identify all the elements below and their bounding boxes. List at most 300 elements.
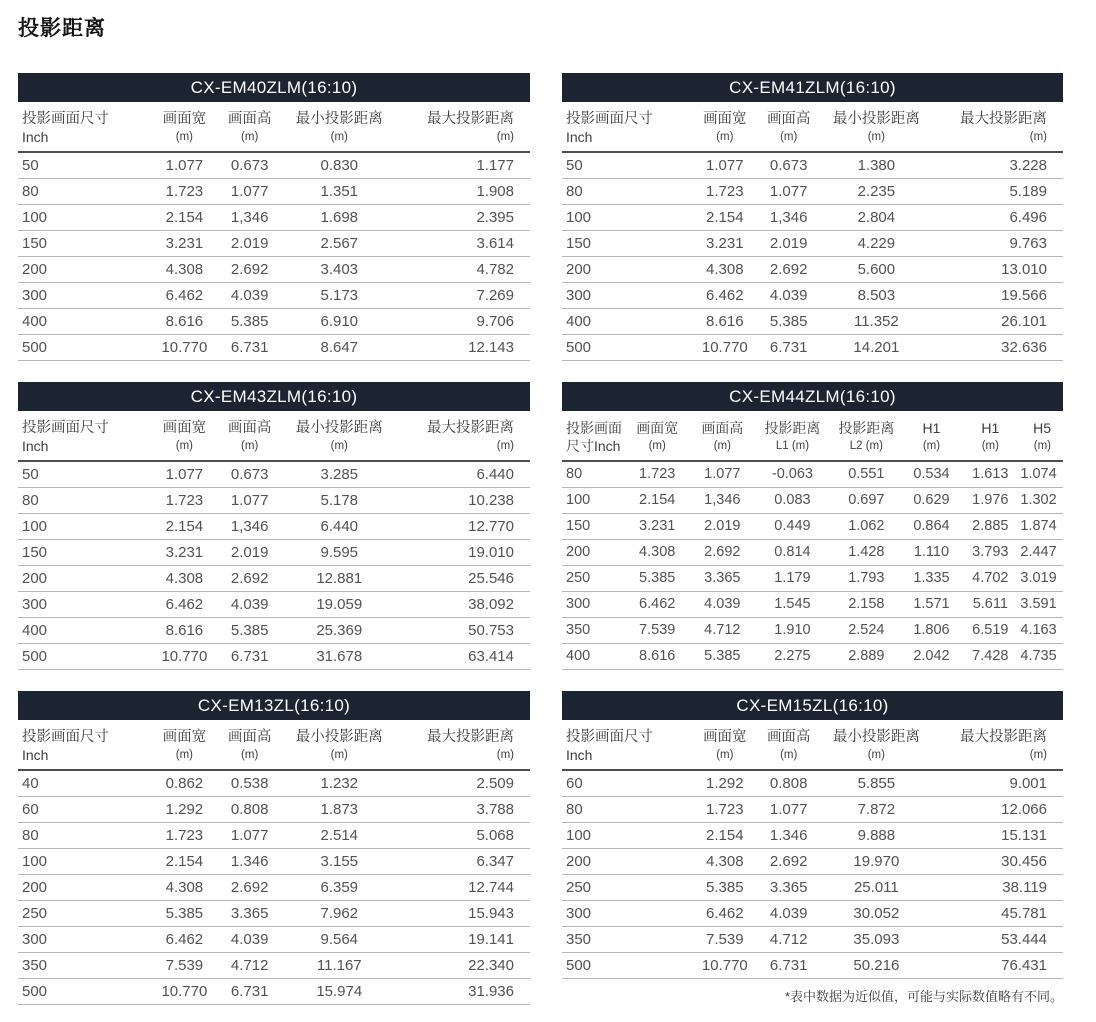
size-cell: 350 <box>18 953 154 979</box>
value-cell: 12.066 <box>930 797 1063 823</box>
column-label: 最大投影距离 <box>427 729 514 745</box>
model-title: CX-EM43ZLM(16:10) <box>190 386 358 406</box>
column-unit: (m) <box>175 440 194 452</box>
column-label: 最小投影距离 <box>832 729 920 745</box>
table-row <box>562 901 1063 927</box>
projection-distance-table <box>18 104 530 361</box>
column-label: 投影画面尺寸 <box>22 111 109 127</box>
table-row <box>18 770 530 797</box>
value-cell: 6.731 <box>755 335 823 361</box>
value-cell: 4.308 <box>695 849 755 875</box>
value-cell: 1.062 <box>830 514 903 540</box>
table-row <box>18 566 530 592</box>
value-cell: 12.881 <box>284 566 394 592</box>
value-cell: 3.614 <box>394 231 530 257</box>
table-row <box>18 488 530 514</box>
table-row <box>562 335 1063 361</box>
value-cell: 0.551 <box>830 461 903 488</box>
column-header <box>690 413 755 461</box>
table-row <box>18 540 530 566</box>
value-cell: 4.712 <box>215 953 284 979</box>
size-cell: 60 <box>562 770 695 797</box>
value-cell: 1.179 <box>755 566 830 592</box>
size-cell: 50 <box>562 152 695 179</box>
size-cell: 200 <box>562 257 695 283</box>
projection-distance-table <box>562 722 1063 979</box>
size-cell: 400 <box>562 309 695 335</box>
value-cell: 1.723 <box>154 823 215 849</box>
value-cell: 2.275 <box>755 644 830 670</box>
column-label: 最小投影距离 <box>832 111 920 127</box>
column-header <box>562 104 695 152</box>
value-cell: 1.428 <box>830 540 903 566</box>
size-cell: 350 <box>562 927 695 953</box>
value-cell: 38.092 <box>394 592 530 618</box>
value-cell: 53.444 <box>930 927 1063 953</box>
value-cell: 5.385 <box>695 875 755 901</box>
table-row <box>562 927 1063 953</box>
value-cell: 31.678 <box>284 644 394 670</box>
table-header <box>18 413 530 461</box>
value-cell: 6.359 <box>284 875 394 901</box>
table-row <box>562 152 1063 179</box>
size-cell: 100 <box>18 205 154 231</box>
value-cell: 10.770 <box>154 979 215 1005</box>
value-cell: 32.636 <box>930 335 1063 361</box>
value-cell: 0.808 <box>215 797 284 823</box>
projection-distance-table <box>562 413 1063 670</box>
value-cell: 2.019 <box>690 514 755 540</box>
column-header <box>562 722 695 770</box>
table-row <box>562 461 1063 488</box>
value-cell: 6.731 <box>215 979 284 1005</box>
value-cell: 1.077 <box>755 797 823 823</box>
value-cell: 4.712 <box>690 618 755 644</box>
column-label: 最大投影距离 <box>427 111 514 127</box>
column-unit: Inch <box>566 747 593 763</box>
projection-distance-table <box>562 104 1063 361</box>
column-header <box>284 413 394 461</box>
value-cell: 11.352 <box>823 309 931 335</box>
column-unit: (m) <box>330 749 348 761</box>
table-row <box>562 205 1063 231</box>
value-cell: 1.723 <box>695 797 755 823</box>
column-label: 投影距离 <box>838 420 895 436</box>
table-row <box>18 592 530 618</box>
column-header <box>215 722 284 770</box>
value-cell: 1.077 <box>215 488 284 514</box>
column-header <box>154 104 215 152</box>
table-row <box>562 179 1063 205</box>
value-cell: 19.010 <box>394 540 530 566</box>
value-cell: 9.888 <box>823 823 931 849</box>
size-cell: 100 <box>562 205 695 231</box>
column-header <box>154 722 215 770</box>
column-label: 最小投影距离 <box>295 111 383 127</box>
value-cell: 0.862 <box>154 770 215 797</box>
model-title: CX-EM13ZL(16:10) <box>197 695 351 715</box>
value-cell: 2.885 <box>960 514 1020 540</box>
value-cell: 0.673 <box>755 152 823 179</box>
column-unit: (m) <box>716 131 734 143</box>
table-title-bar <box>562 691 1063 720</box>
model-title: CX-EM44ZLM(16:10) <box>729 386 896 406</box>
value-cell: 1.793 <box>830 566 903 592</box>
size-cell: 200 <box>18 566 154 592</box>
value-cell: 35.093 <box>823 927 931 953</box>
column-label: 投影画面尺寸 <box>22 729 109 745</box>
size-cell: 300 <box>18 927 154 953</box>
value-cell: 8.616 <box>154 309 215 335</box>
value-cell: 7.539 <box>154 953 215 979</box>
table-row <box>562 849 1063 875</box>
size-cell: 500 <box>18 979 154 1005</box>
value-cell: 2.019 <box>755 231 823 257</box>
column-label: H5 <box>1033 420 1051 436</box>
size-cell: 80 <box>18 823 154 849</box>
value-cell: 5.173 <box>284 283 394 309</box>
table-title-bar <box>18 73 530 102</box>
value-cell: 0.864 <box>903 514 961 540</box>
table-row <box>562 875 1063 901</box>
column-unit: (m) <box>330 440 348 452</box>
value-cell: 0.697 <box>830 488 903 514</box>
value-cell: 1.232 <box>284 770 394 797</box>
value-cell: 0.534 <box>903 461 961 488</box>
value-cell: 15.943 <box>394 901 530 927</box>
table-row <box>18 231 530 257</box>
column-label: 画面宽 <box>162 111 207 127</box>
table-row <box>18 309 530 335</box>
projection-table-cx-em40zlm-16-10 <box>18 73 530 361</box>
table-row <box>18 953 530 979</box>
value-cell: 30.456 <box>930 849 1063 875</box>
value-cell: 1.873 <box>284 797 394 823</box>
value-cell: 19.141 <box>394 927 530 953</box>
column-label: 最小投影距离 <box>295 729 383 745</box>
value-cell: 31.936 <box>394 979 530 1005</box>
column-unit: L2 (m) <box>849 440 883 452</box>
column-header <box>695 104 755 152</box>
table-body <box>18 152 530 361</box>
value-cell: 6.731 <box>755 953 823 979</box>
model-title: CX-EM15ZL(16:10) <box>736 695 889 715</box>
value-cell: 1.074 <box>1020 461 1063 488</box>
column-unit: (m) <box>867 749 885 761</box>
value-cell: 7.539 <box>625 618 690 644</box>
column-unit: (m) <box>175 131 194 143</box>
value-cell: 12.744 <box>394 875 530 901</box>
column-unit: (m) <box>241 440 259 452</box>
projection-table-cx-em41zlm-16-10 <box>562 73 1063 361</box>
value-cell: 5.385 <box>755 309 823 335</box>
value-cell: 1,346 <box>215 514 284 540</box>
projection-table-cx-em44zlm-16-10 <box>562 382 1063 670</box>
column-header <box>394 722 530 770</box>
value-cell: 10.238 <box>394 488 530 514</box>
column-unit: (m) <box>1029 131 1047 143</box>
value-cell: 25.369 <box>284 618 394 644</box>
value-cell: 1.346 <box>755 823 823 849</box>
column-header <box>284 722 394 770</box>
value-cell: 3.231 <box>154 231 215 257</box>
value-cell: 1.698 <box>284 205 394 231</box>
column-label: 投影画面尺寸 <box>566 111 653 127</box>
value-cell: 1.545 <box>755 592 830 618</box>
footnote: *表中数据为近似值，可能与实际数值略有不同。 <box>784 989 1063 1004</box>
value-cell: 3.228 <box>930 152 1063 179</box>
column-label: 投影距离 <box>764 420 821 436</box>
value-cell: 3.231 <box>625 514 690 540</box>
value-cell: 30.052 <box>823 901 931 927</box>
value-cell: 8.616 <box>695 309 755 335</box>
value-cell: 10.770 <box>695 335 755 361</box>
size-cell: 80 <box>562 797 695 823</box>
size-cell: 250 <box>562 566 625 592</box>
value-cell: 1.302 <box>1020 488 1063 514</box>
size-cell: 250 <box>562 875 695 901</box>
table-row <box>18 901 530 927</box>
value-cell: 2.804 <box>823 205 931 231</box>
table-body <box>562 770 1063 979</box>
size-cell: 80 <box>18 488 154 514</box>
size-cell: 300 <box>562 592 625 618</box>
table-row <box>18 618 530 644</box>
size-cell: 100 <box>18 849 154 875</box>
value-cell: 1.077 <box>215 179 284 205</box>
projection-table-cx-em15zl-16-10 <box>562 691 1063 979</box>
value-cell: 9.763 <box>930 231 1063 257</box>
size-cell: 200 <box>562 540 625 566</box>
value-cell: 3.793 <box>960 540 1020 566</box>
value-cell: 2.567 <box>284 231 394 257</box>
table-header <box>562 413 1063 461</box>
value-cell: 1.351 <box>284 179 394 205</box>
value-cell: 26.101 <box>930 309 1063 335</box>
value-cell: 1.077 <box>215 823 284 849</box>
column-label: 最大投影距离 <box>427 420 514 436</box>
value-cell: 9.001 <box>930 770 1063 797</box>
value-cell: 3.591 <box>1020 592 1063 618</box>
size-cell: 500 <box>18 335 154 361</box>
value-cell: 2.514 <box>284 823 394 849</box>
projection-distance-table <box>18 413 530 670</box>
value-cell: 50.216 <box>823 953 931 979</box>
value-cell: 6.731 <box>215 644 284 670</box>
value-cell: 2.019 <box>215 231 284 257</box>
size-cell: 50 <box>18 461 154 488</box>
column-unit: (m) <box>496 440 514 452</box>
value-cell: 0.673 <box>215 152 284 179</box>
value-cell: 6.731 <box>215 335 284 361</box>
value-cell: 2.154 <box>154 205 215 231</box>
column-label: 画面宽 <box>162 729 207 745</box>
value-cell: 5.385 <box>215 618 284 644</box>
column-unit: (m) <box>981 440 999 452</box>
table-row <box>562 823 1063 849</box>
value-cell: 6.462 <box>695 901 755 927</box>
column-header <box>154 413 215 461</box>
column-unit: (m) <box>241 749 259 761</box>
column-header <box>1020 413 1063 461</box>
value-cell: 8.616 <box>625 644 690 670</box>
model-title: CX-EM41ZLM(16:10) <box>729 77 896 97</box>
column-label: 画面高 <box>701 420 744 436</box>
value-cell: 2.235 <box>823 179 931 205</box>
value-cell: 2.692 <box>215 257 284 283</box>
table-row <box>562 257 1063 283</box>
value-cell: 0.629 <box>903 488 961 514</box>
projection-distance-table <box>18 722 530 1005</box>
value-cell: 1.976 <box>960 488 1020 514</box>
size-cell: 150 <box>18 231 154 257</box>
column-unit: (m) <box>1029 749 1047 761</box>
size-cell: 150 <box>562 514 625 540</box>
column-label: 最小投影距离 <box>295 420 383 436</box>
size-cell: 400 <box>18 618 154 644</box>
table-header <box>562 104 1063 152</box>
value-cell: 1.077 <box>154 461 215 488</box>
value-cell: 4.229 <box>823 231 931 257</box>
value-cell: 1.077 <box>695 152 755 179</box>
table-row <box>562 566 1063 592</box>
value-cell: 1.908 <box>394 179 530 205</box>
value-cell: 3.365 <box>690 566 755 592</box>
value-cell: 7.428 <box>960 644 1020 670</box>
value-cell: 4.308 <box>625 540 690 566</box>
table-row <box>18 797 530 823</box>
value-cell: 6.910 <box>284 309 394 335</box>
value-cell: 8.616 <box>154 618 215 644</box>
table-header <box>562 722 1063 770</box>
size-cell: 100 <box>562 488 625 514</box>
value-cell: 4.039 <box>215 283 284 309</box>
value-cell: 12.770 <box>394 514 530 540</box>
value-cell: 22.340 <box>394 953 530 979</box>
value-cell: 50.753 <box>394 618 530 644</box>
value-cell: 0.538 <box>215 770 284 797</box>
value-cell: 2.154 <box>695 823 755 849</box>
value-cell: 19.970 <box>823 849 931 875</box>
value-cell: 6.496 <box>930 205 1063 231</box>
size-cell: 100 <box>562 823 695 849</box>
column-header <box>18 722 154 770</box>
column-header <box>823 104 931 152</box>
size-cell: 400 <box>18 309 154 335</box>
value-cell: 5.178 <box>284 488 394 514</box>
table-row <box>562 231 1063 257</box>
value-cell: 45.781 <box>930 901 1063 927</box>
value-cell: 4.039 <box>690 592 755 618</box>
value-cell: 15.131 <box>930 823 1063 849</box>
table-row <box>562 309 1063 335</box>
value-cell: 4.039 <box>215 592 284 618</box>
header-row <box>562 722 1063 770</box>
header-row <box>562 104 1063 152</box>
value-cell: 2.524 <box>830 618 903 644</box>
value-cell: 0.808 <box>755 770 823 797</box>
value-cell: 6.462 <box>625 592 690 618</box>
value-cell: 1.077 <box>690 461 755 488</box>
size-cell: 300 <box>18 283 154 309</box>
table-row <box>18 927 530 953</box>
table-body <box>562 461 1063 670</box>
value-cell: 2.692 <box>690 540 755 566</box>
value-cell: 5.385 <box>625 566 690 592</box>
column-label: 画面高 <box>766 111 811 127</box>
value-cell: 4.039 <box>755 283 823 309</box>
value-cell: 1.910 <box>755 618 830 644</box>
size-cell: 80 <box>18 179 154 205</box>
value-cell: 2.509 <box>394 770 530 797</box>
column-header <box>215 413 284 461</box>
column-header <box>394 104 530 152</box>
size-cell: 60 <box>18 797 154 823</box>
value-cell: 1.723 <box>154 488 215 514</box>
column-header <box>284 104 394 152</box>
table-row <box>18 257 530 283</box>
value-cell: 3.365 <box>215 901 284 927</box>
value-cell: 5.600 <box>823 257 931 283</box>
column-header <box>394 413 530 461</box>
value-cell: 4.163 <box>1020 618 1063 644</box>
size-cell: 200 <box>18 257 154 283</box>
size-cell: 500 <box>562 335 695 361</box>
value-cell: 11.167 <box>284 953 394 979</box>
value-cell: 9.564 <box>284 927 394 953</box>
value-cell: 4.308 <box>695 257 755 283</box>
header-row <box>18 722 530 770</box>
column-label: 投影画面尺寸 <box>22 420 109 436</box>
value-cell: 1.723 <box>625 461 690 488</box>
projection-table-cx-em43zlm-16-10 <box>18 382 530 670</box>
column-unit: (m) <box>241 131 259 143</box>
table-row <box>562 770 1063 797</box>
size-cell: 80 <box>562 461 625 488</box>
table-row <box>562 283 1063 309</box>
column-label: 投影画面尺寸 <box>566 729 653 745</box>
table-row <box>18 823 530 849</box>
table-row <box>562 488 1063 514</box>
value-cell: 2.154 <box>695 205 755 231</box>
column-unit: (m) <box>648 440 666 452</box>
table-row <box>18 205 530 231</box>
value-cell: 1.613 <box>960 461 1020 488</box>
size-cell: 50 <box>18 152 154 179</box>
column-header <box>903 413 961 461</box>
column-header <box>823 722 931 770</box>
value-cell: 1.571 <box>903 592 961 618</box>
table-title-bar <box>562 73 1063 102</box>
page-title: 投影距离 <box>18 17 106 40</box>
value-cell: 2.692 <box>215 875 284 901</box>
column-header <box>18 104 154 152</box>
value-cell: 3.019 <box>1020 566 1063 592</box>
size-cell: 100 <box>18 514 154 540</box>
value-cell: 2.154 <box>154 849 215 875</box>
column-unit: Inch <box>566 129 593 145</box>
value-cell: 6.347 <box>394 849 530 875</box>
value-cell: 9.595 <box>284 540 394 566</box>
table-header <box>18 104 530 152</box>
column-header <box>215 104 284 152</box>
column-label: 最大投影距离 <box>960 111 1047 127</box>
size-cell: 40 <box>18 770 154 797</box>
column-header <box>755 722 823 770</box>
table-header <box>18 722 530 770</box>
value-cell: 4.712 <box>755 927 823 953</box>
column-header <box>930 722 1063 770</box>
